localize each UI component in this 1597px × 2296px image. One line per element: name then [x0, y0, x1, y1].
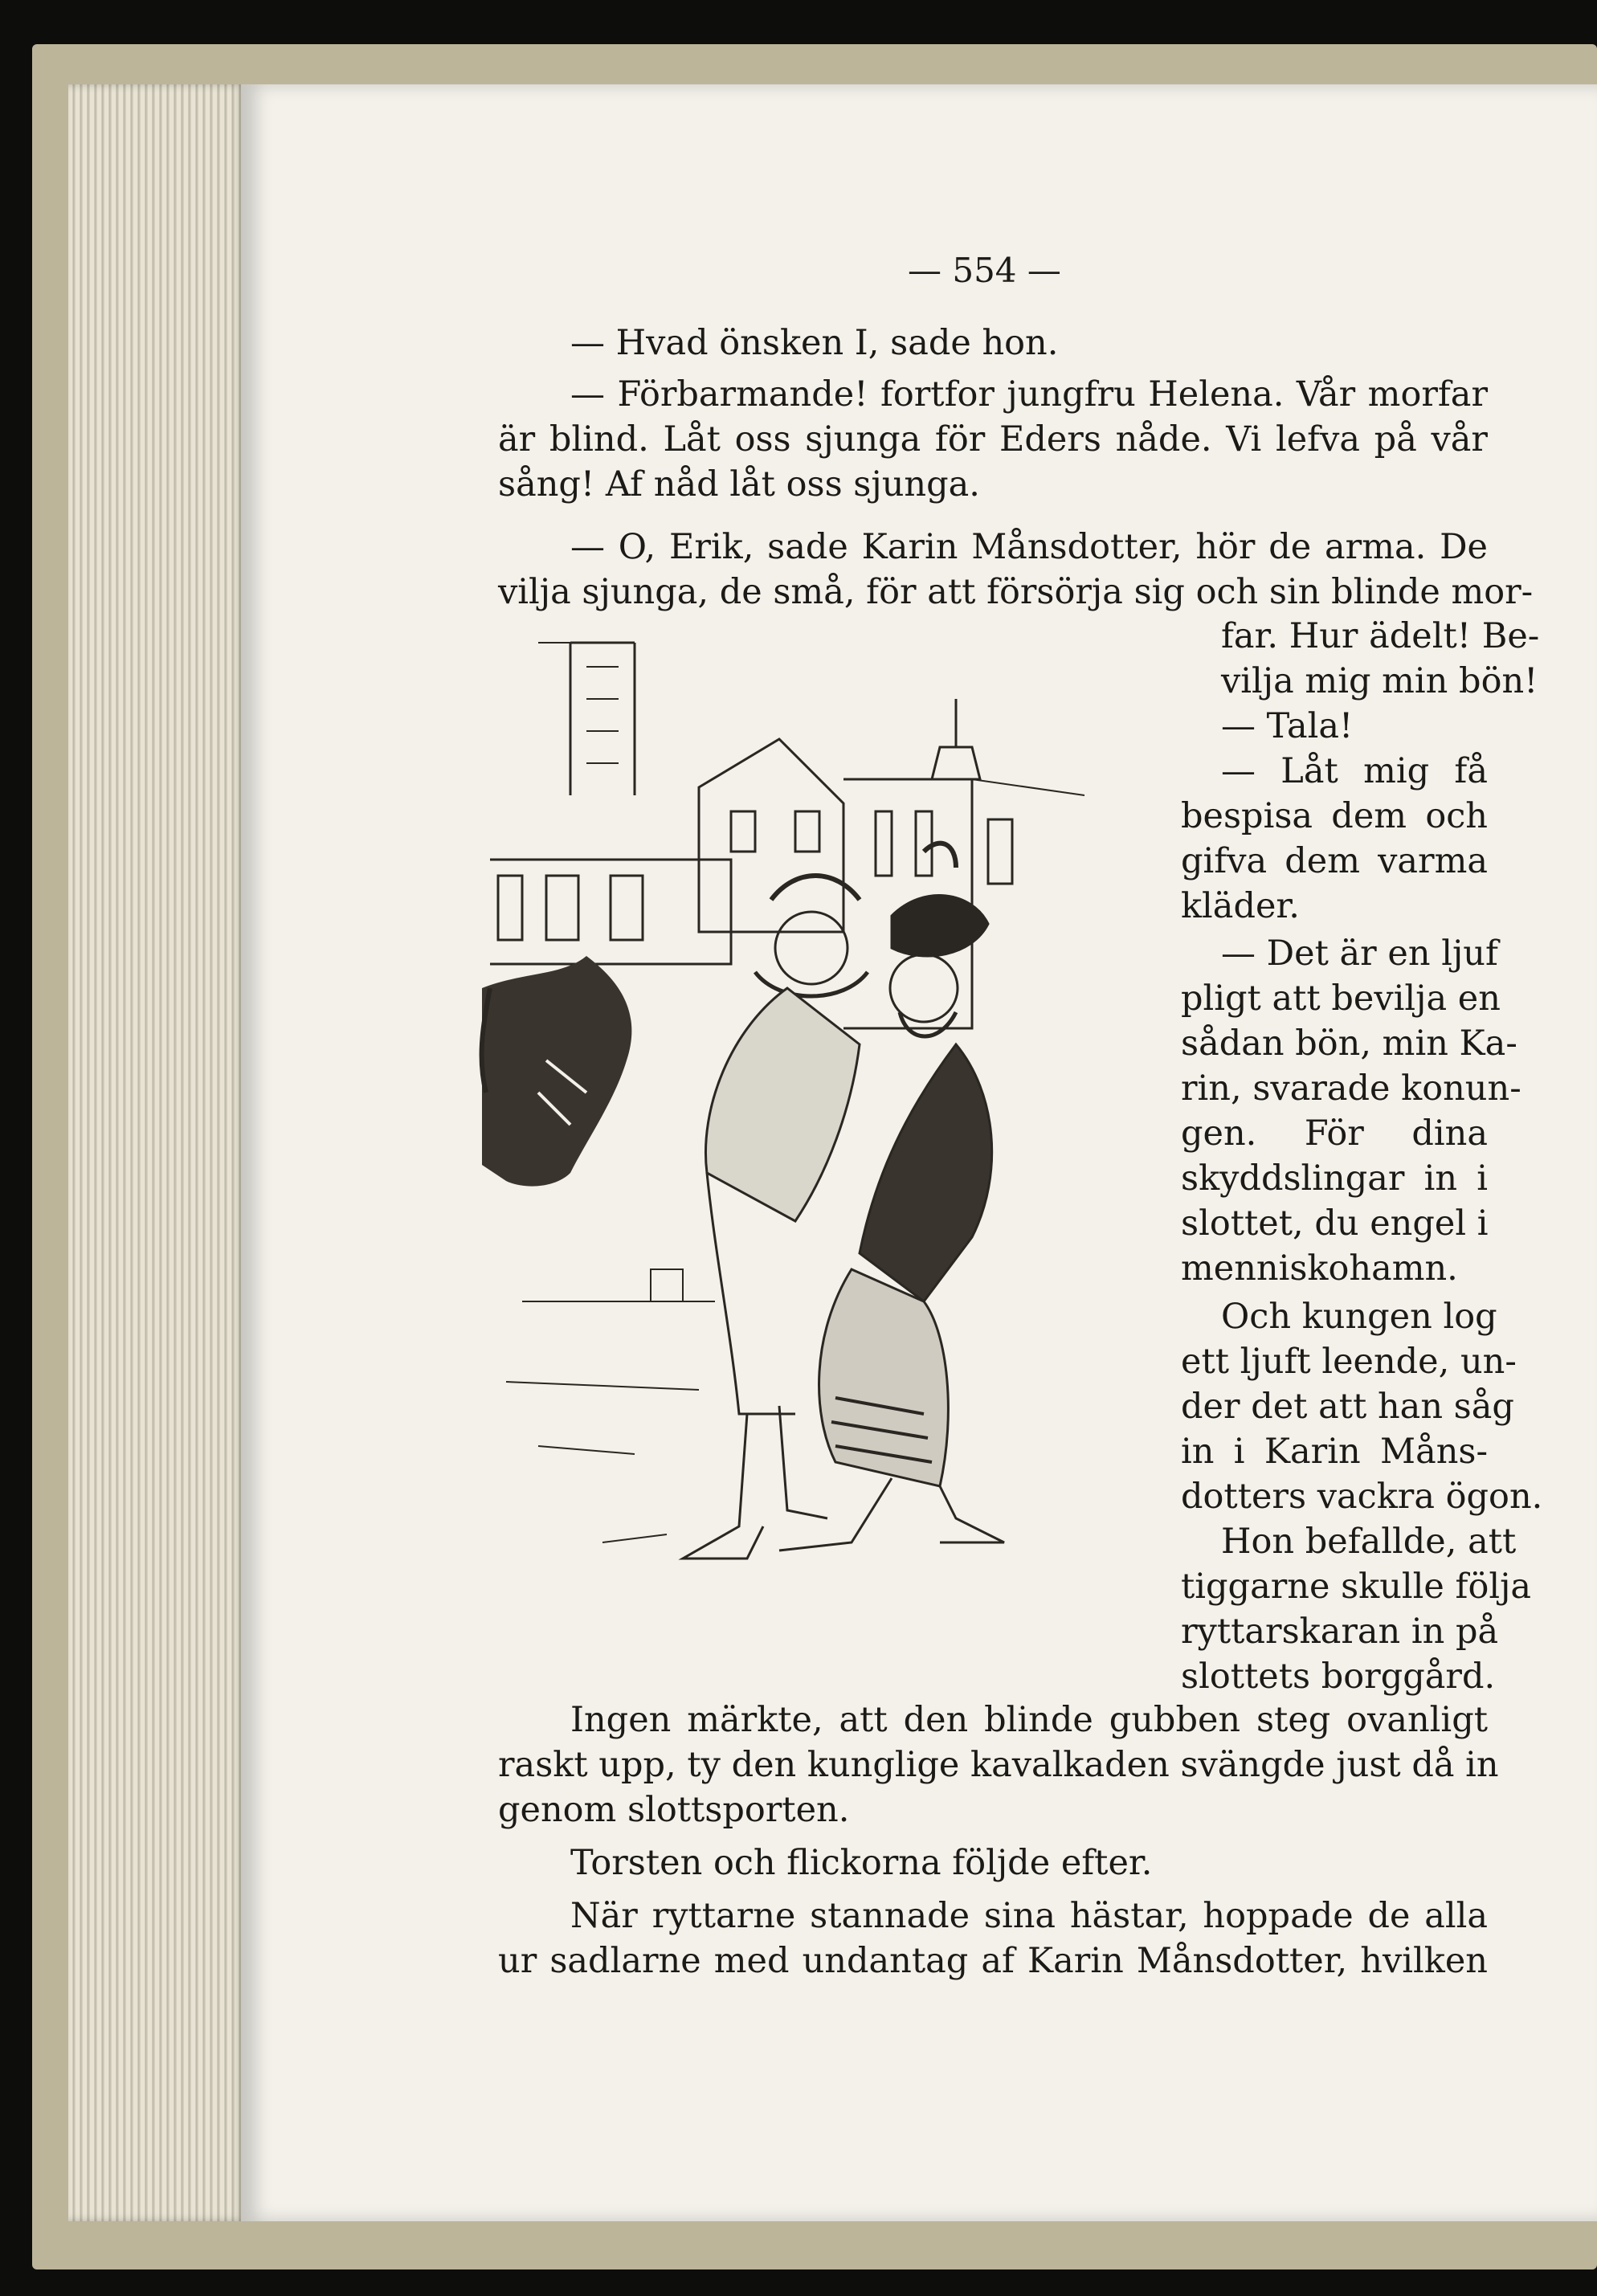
text-line: Och kungen log: [1221, 1297, 1497, 1337]
text-line: menniskohamn.: [1181, 1248, 1458, 1289]
text-line: — Låt mig få: [1221, 751, 1488, 791]
text-line: dotters vackra ögon.: [1181, 1477, 1543, 1517]
text-line: ur sadlarne med undantag af Karin Månsdotter, hvilken: [498, 1941, 1488, 1981]
text-line: der det att han såg: [1181, 1387, 1514, 1427]
text-line: vilja mig min bön!: [1221, 661, 1538, 701]
illustration-king-and-lady: [474, 611, 1181, 1663]
text-line: sådan bön, min Ka-: [1181, 1023, 1517, 1064]
text-line: När ryttarne stannade sina hästar, hoppade de alla: [570, 1896, 1488, 1936]
text-line: gifva dem varma: [1181, 841, 1488, 881]
text-line: — Förbarmande! fortfor jungfru Helena. Vår morfar: [570, 374, 1488, 415]
text-line: Torsten och flickorna följde efter.: [570, 1843, 1153, 1883]
text-line: far. Hur ädelt! Be-: [1221, 616, 1540, 656]
page-edges: [68, 84, 245, 2221]
page-number: — 554 —: [908, 251, 1061, 290]
text-line: sång! Af nåd låt oss sjunga.: [498, 464, 980, 505]
text-line: Ingen märkte, att den blinde gubben steg ovanligt: [570, 1700, 1488, 1740]
text-line: — Tala!: [1221, 706, 1354, 746]
text-line: — O, Erik, sade Karin Månsdotter, hör de arma. De: [570, 527, 1488, 567]
text-line: ryttarskaran in på: [1181, 1612, 1499, 1652]
text-line: in i Karin Måns-: [1181, 1432, 1488, 1472]
text-line: tiggarne skulle följa: [1181, 1567, 1532, 1607]
text-line: är blind. Låt oss sjunga för Eders nåde. Vi lefva på vår: [498, 419, 1488, 460]
text-line: rin, svarade konun-: [1181, 1068, 1521, 1109]
text-line: kläder.: [1181, 886, 1300, 926]
text-line: pligt att bevilja en: [1181, 978, 1501, 1019]
text-line: slottet, du engel i: [1181, 1203, 1489, 1244]
text-line: — Det är en ljuf: [1221, 934, 1498, 974]
text-line: raskt upp, ty den kunglige kavalkaden svängde just då in: [498, 1745, 1499, 1785]
text-line: Hon befallde, att: [1221, 1522, 1517, 1562]
text-line: — Hvad önsken I, sade hon.: [570, 323, 1059, 363]
text-line: skyddslingar in i: [1181, 1158, 1488, 1199]
text-line: genom slottsporten.: [498, 1790, 850, 1830]
text-line: slottets borggård.: [1181, 1657, 1496, 1697]
text-line: gen. För dina: [1181, 1113, 1488, 1154]
text-line: ett ljuft leende, un-: [1181, 1342, 1517, 1382]
text-line: bespisa dem och: [1181, 796, 1488, 836]
text-line: vilja sjunga, de små, för att försörja sig och sin blinde mor-: [498, 572, 1534, 612]
